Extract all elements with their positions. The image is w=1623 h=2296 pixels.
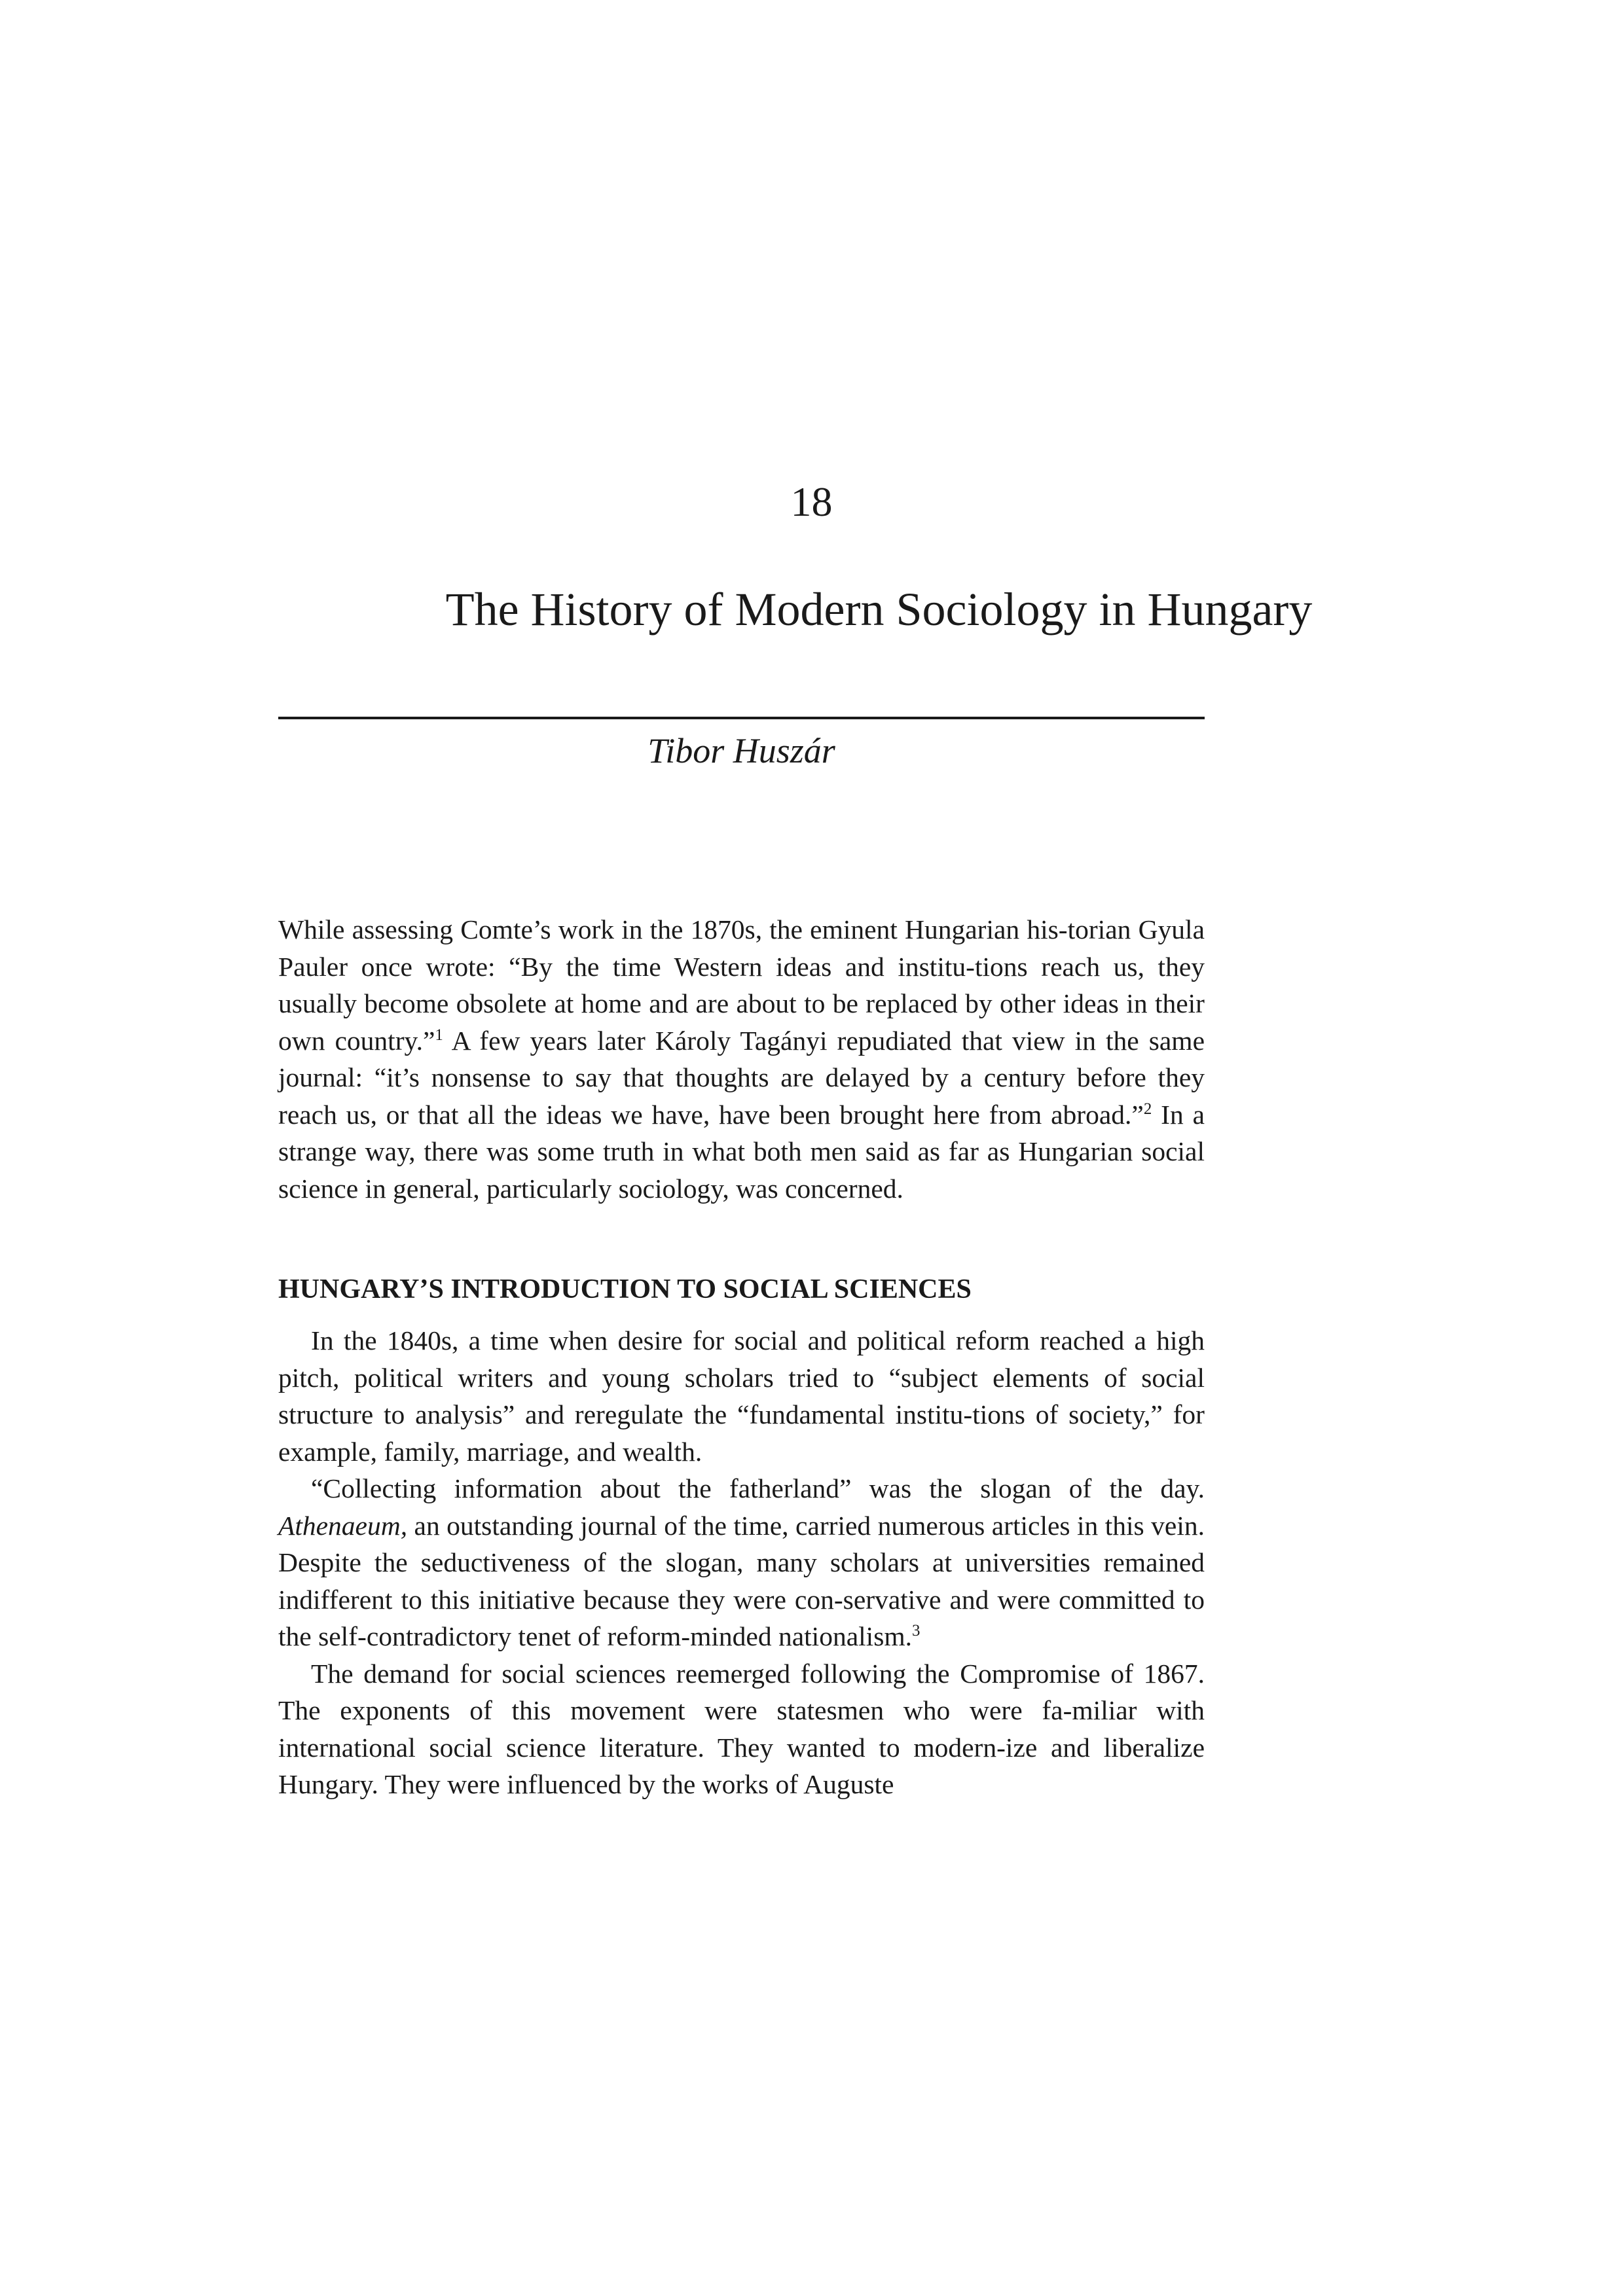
chapter-author: Tibor Huszár bbox=[647, 731, 835, 770]
intro-text-part-3: In a strange way, there was some truth in what both men said as far as Hungarian social science in general, particularly sociology, was concerned. bbox=[278, 1099, 1205, 1204]
section-paragraph-2 bbox=[278, 1470, 1205, 1655]
chapter-title: The History of Modern Sociology in Hungary bbox=[445, 583, 1313, 636]
section-paragraph-3: The demand for social sciences reemerged following the Compromise of 1867. The exponents of this movement were statesmen who were fa-miliar with international social science literature. They wanted to modern-ize and liberalize Hungary. They were influenced by the works of Auguste bbox=[278, 1658, 1205, 1799]
section-paragraph-2-part-1: “Collecting information about the fatherland” was the slogan of the day. bbox=[311, 1473, 1205, 1503]
section-heading: HUNGARY’S INTRODUCTION TO SOCIAL SCIENCES bbox=[278, 1274, 972, 1304]
intro-paragraph bbox=[278, 911, 1205, 1207]
section-paragraph-2-part-2: an outstanding journal of the time, carried numerous articles in this vein. Despite the seductiveness of the slogan, many scholars at universities remained indifferent to this initiative because they were con-servative and were committed to the self-contradictory tenet of reform-minded nationalism. bbox=[278, 1510, 1205, 1651]
chapter-number: 18 bbox=[790, 478, 833, 525]
intro-text bbox=[278, 911, 1205, 1207]
title-rule bbox=[278, 717, 1205, 719]
footnote-ref-2: 2 bbox=[1143, 1100, 1152, 1118]
section-body bbox=[278, 1322, 1205, 1803]
footnote-ref-1: 1 bbox=[435, 1026, 443, 1044]
section-paragraph-1: In the 1840s, a time when desire for social and political reform reached a high pitch, political writers and young scholars tried to “subject elements of social structure to analysis” and reregulate the “fundamental institu-tions of society,” for example, family, marriage, and wealth. bbox=[278, 1325, 1205, 1467]
footnote-ref-3: 3 bbox=[912, 1622, 921, 1640]
journal-name: Athenaeum, bbox=[278, 1510, 408, 1541]
intro-text-part-1: While assessing Comte’s work in the 1870s, the eminent Hungarian his-torian Gyula Pauler once wrote: “By the time Western ideas and institu-tions reach us, they usually become obsolete at home and are about to be replaced by other ideas in their own country.” bbox=[278, 914, 1205, 1056]
intro-text-part-2: A few years later Károly Tagányi repudiated that view in the same journal: “it’s nonsense to say that thoughts are delayed by a century before they reach us, or that all the ideas we have, have been brought here from abroad.” bbox=[278, 1025, 1205, 1130]
